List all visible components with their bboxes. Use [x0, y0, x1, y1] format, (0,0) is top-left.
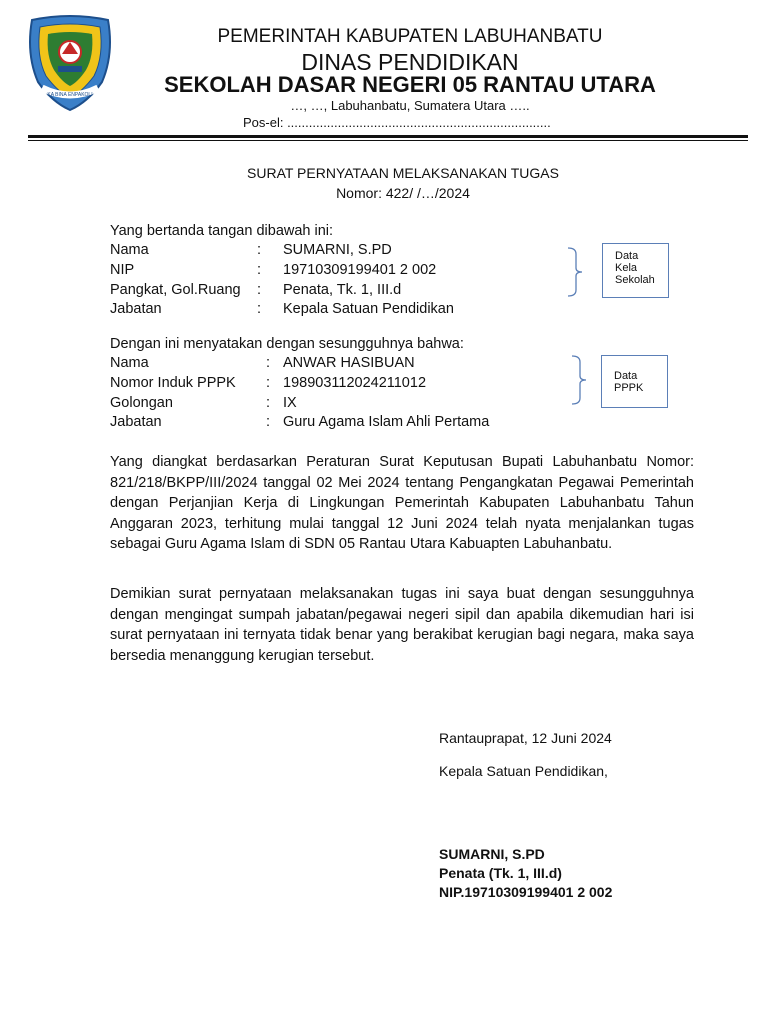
signer-details	[110, 241, 560, 321]
employee-bracket-icon	[570, 354, 592, 406]
header-department: DINAS PENDIDIKAN	[301, 49, 519, 75]
signer-position-colon: :	[257, 301, 262, 317]
signer-data-note	[602, 243, 669, 298]
employee-note-line1: Data	[614, 370, 638, 382]
letter-number: Nomor: 422/ /…/2024	[336, 185, 470, 201]
signer-note-line3: Sekolah	[615, 274, 655, 286]
employee-intro: Dengan ini menyatakan dengan sesungguhnya bahwa:	[110, 336, 464, 352]
signer-intro: Yang bertanda tangan dibawah ini:	[110, 223, 334, 239]
header-divider-thin	[28, 140, 748, 141]
employee-grade-value: IX	[283, 395, 297, 411]
employee-nipppk-colon: :	[266, 375, 271, 391]
employee-name-label: Nama	[110, 355, 149, 371]
employee-details	[110, 354, 560, 434]
signer-rank-value: Penata, Tk. 1, III.d	[283, 282, 402, 298]
body-paragraph-2: Demikian surat pernyataan melaksanakan tugas ini saya buat dengan sesungguhnya dengan mengingat sumpah jabatan/pegawai negeri sipil dan apabila dikemudian hari isi surat pernyataan ini ternyata tidak benar yang berakibat kerugian bagi negara, maka saya bersedia menanggung kerugian tersebut.	[110, 586, 694, 664]
signer-position-value: Kepala Satuan Pendidikan	[283, 301, 454, 317]
header-email: Pos-el: .........................................................................	[243, 115, 551, 130]
header-government: PEMERINTAH KABUPATEN LABUHANBATU	[217, 26, 603, 47]
signer-name-colon: :	[257, 242, 262, 258]
employee-note-line2: PPPK	[614, 382, 644, 394]
signer-name-label: Nama	[110, 242, 149, 258]
signature-rank: Penata (Tk. 1, III.d)	[439, 865, 562, 881]
signer-rank-colon: :	[257, 282, 262, 298]
signature-nip: NIP.19710309199401 2 002	[439, 884, 613, 900]
signature-position: Kepala Satuan Pendidikan,	[439, 763, 608, 779]
signer-nip-label: NIP	[110, 262, 135, 278]
employee-grade-colon: :	[266, 395, 271, 411]
signer-note-line1: Data	[615, 250, 639, 262]
header-school: SEKOLAH DASAR NEGERI 05 RANTAU UTARA	[164, 72, 656, 97]
employee-name-colon: :	[266, 355, 271, 371]
employee-name-value: ANWAR HASIBUAN	[283, 355, 415, 371]
employee-position-label: Jabatan	[110, 414, 162, 430]
signer-name-value: SUMARNI, S.PD	[283, 242, 392, 258]
letter-title: SURAT PERNYATAAN MELAKSANAKAN TUGAS	[247, 165, 559, 181]
signer-rank-label: Pangkat, Gol.Ruang	[110, 282, 241, 298]
signature-name: SUMARNI, S.PD	[439, 846, 545, 862]
employee-grade-label: Golongan	[110, 395, 173, 411]
logo-motto: KA BINA ENPAKOLI	[47, 92, 93, 98]
employee-position-colon: :	[266, 414, 271, 430]
employee-nipppk-label: Nomor Induk PPPK	[110, 375, 236, 391]
signer-bracket-icon	[566, 246, 588, 298]
signer-nip-value: 19710309199401 2 002	[283, 262, 437, 278]
signer-position-label: Jabatan	[110, 301, 162, 317]
employee-data-note	[601, 355, 668, 408]
signature-place-date: Rantauprapat, 12 Juni 2024	[439, 730, 612, 746]
header-divider-thick	[28, 135, 748, 138]
signer-note-line2: Kela	[615, 262, 638, 274]
employee-nipppk-value: 198903112024211012	[283, 375, 427, 391]
signer-nip-colon: :	[257, 262, 262, 278]
header-address: …, …, Labuhanbatu, Sumatera Utara …..	[290, 98, 530, 113]
employee-position-value: Guru Agama Islam Ahli Pertama	[283, 414, 490, 430]
body-paragraph-1: Yang diangkat berdasarkan Peraturan Surat Keputusan Bupati Labuhanbatu Nomor: 821/218/BKPP/III/2024 tanggal 02 Mei 2024 tentang Pengangkatan Pegawai Pemerintah dengan Perjanjian Kerja di Lingkungan Pemerintah Kabupaten Labuhanbatu Tahun Anggaran 2023, terhitung mulai tanggal 12 Juni 2024 telah nyata menjalankan tugas sebagai Guru Agama Islam di SDN 05 Rantau Utara Kabuapten Labuhanbatu.	[110, 454, 694, 552]
